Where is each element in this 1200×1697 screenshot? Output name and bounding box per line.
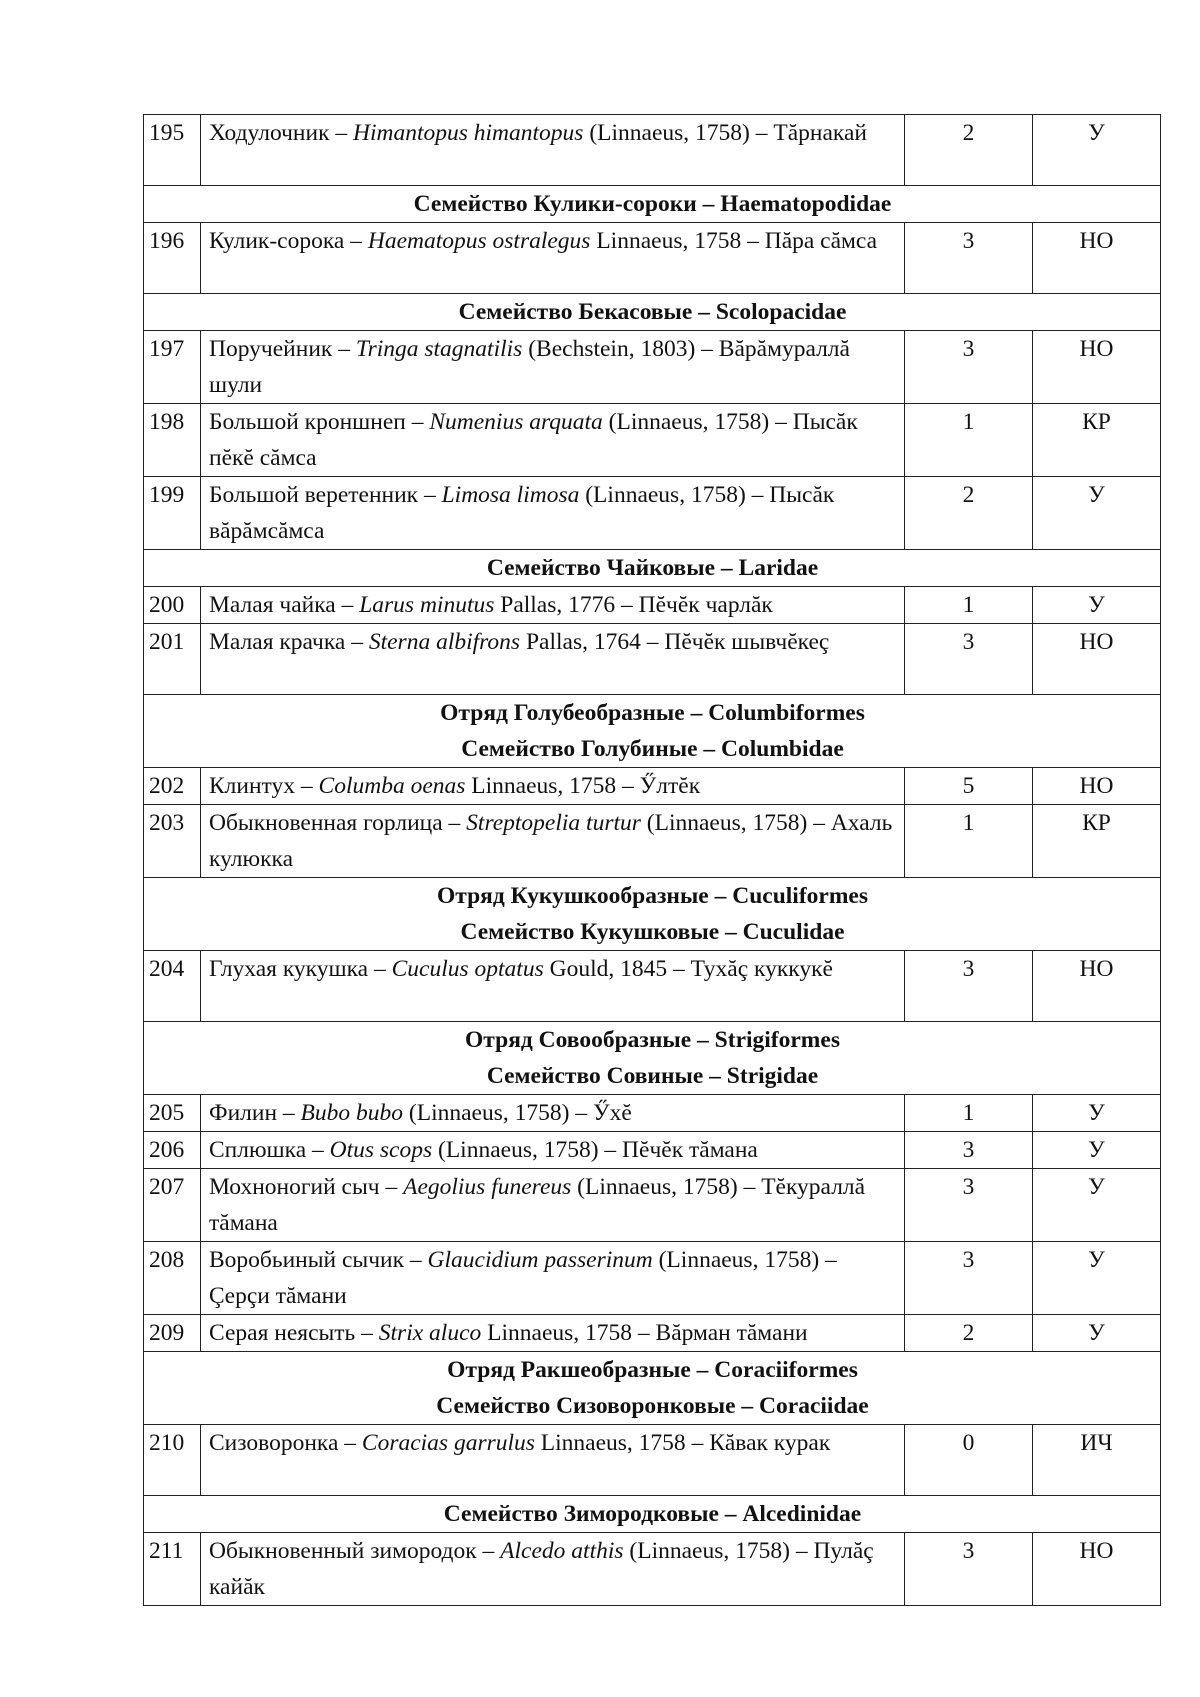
rarity-category: 2 (905, 477, 1033, 550)
species-name-cell: Серая неясыть – Strix aluco Linnaeus, 1758 – Вăрман тăмани (201, 1315, 905, 1352)
author-year: Pallas, 1776 (500, 592, 616, 618)
rarity-category: 3 (905, 223, 1033, 294)
species-row (144, 951, 1161, 1022)
author-year: (Linnaeus, 1758) (629, 1538, 790, 1564)
species-number: 199 (144, 477, 201, 550)
taxon-header-line: Семейство Голубиные – Columbidae (461, 736, 844, 762)
taxon-header-row (144, 878, 1161, 951)
chuvash-name: Пысăк пĕкĕ сăмса (209, 409, 858, 471)
author-year: (Linnaeus, 1758) (658, 1247, 820, 1273)
species-row (144, 331, 1161, 404)
status-code: У (1033, 1315, 1161, 1352)
species-row (144, 624, 1161, 695)
species-name-cell: Большой кроншнеп – Numenius arquata (Linnaeus, 1758) – Пысăк пĕкĕ сăмса (201, 404, 905, 477)
species-name-cell: Обыкновенная горлица – Streptopelia turtur (Linnaeus, 1758) – Ахаль кулюкка (201, 805, 905, 878)
latin-name: Sterna albifrons (368, 629, 521, 655)
latin-name: Columba oenas (318, 773, 466, 799)
latin-name: Bubo bubo (300, 1100, 404, 1126)
status-code: У (1033, 1242, 1161, 1315)
chuvash-name: Ӳлтĕк (639, 773, 701, 799)
russian-name: Малая чайка (209, 592, 336, 618)
chuvash-name: Вăрман тăмани (655, 1320, 808, 1346)
author-year: (Linnaeus, 1758) (438, 1137, 599, 1163)
species-name-cell: Малая чайка – Larus minutus Pallas, 1776 – Пĕчĕк чарлăк (201, 587, 905, 624)
taxon-header-line: Семейство Кулики-сороки – Haematopodidae (413, 191, 892, 217)
author-year: Linnaeus, 1758 (596, 228, 742, 254)
latin-name: Numenius arquata (429, 409, 603, 435)
status-code: КР (1033, 404, 1161, 477)
latin-name: Larus minutus (359, 592, 495, 618)
species-row (144, 1315, 1161, 1352)
species-row (144, 768, 1161, 805)
author-year: Pallas, 1764 (525, 629, 641, 655)
taxon-header-line: Отряд Кукушкообразные – Cuculiformes (437, 883, 868, 909)
chuvash-name: Пулăç кайăк (209, 1538, 874, 1600)
species-number: 200 (144, 587, 201, 624)
rarity-category: 3 (905, 1169, 1033, 1242)
species-row (144, 1095, 1161, 1132)
species-name-cell: Кулик-сорока – Haematopus ostralegus Linnaeus, 1758 – Пăра сăмса (201, 223, 905, 294)
latin-name: Strix aluco (378, 1320, 482, 1346)
rarity-category: 3 (905, 951, 1033, 1022)
latin-name: Cuculus optatus (391, 956, 544, 982)
taxon-header-row (144, 186, 1161, 223)
taxon-header-line: Семейство Совиные – Strigidae (486, 1063, 819, 1089)
author-year: (Bechstein, 1803) (528, 336, 696, 362)
taxon-header (144, 1496, 1161, 1533)
status-code: НО (1033, 951, 1161, 1022)
rarity-category: 1 (905, 404, 1033, 477)
taxon-header-line: Семейство Чайковые – Laridae (486, 555, 819, 581)
latin-name: Alcedo atthis (500, 1538, 624, 1564)
species-row (144, 1425, 1161, 1496)
species-number: 204 (144, 951, 201, 1022)
status-code: У (1033, 477, 1161, 550)
species-row (144, 1533, 1161, 1606)
species-number: 198 (144, 404, 201, 477)
taxon-header-line: Семейство Зимородковые – Alcedinidae (443, 1501, 862, 1527)
species-number: 206 (144, 1132, 201, 1169)
species-row (144, 115, 1161, 186)
latin-name: Otus scops (329, 1137, 433, 1163)
author-year: (Linnaeus, 1758) (408, 1100, 570, 1126)
chuvash-name: Тĕкураллă тăмана (209, 1174, 866, 1236)
species-row (144, 477, 1161, 550)
latin-name: Glaucidium passerinum (427, 1247, 653, 1273)
russian-name: Сизоворонка (209, 1430, 339, 1456)
chuvash-name: Кăвак курак (709, 1430, 831, 1456)
latin-name: Coracias garrulus (361, 1430, 535, 1456)
russian-name: Ходулочник (209, 120, 330, 146)
species-number: 195 (144, 115, 201, 186)
species-name-cell: Мохноногий сыч – Aegolius funereus (Linnaeus, 1758) – Тĕкураллă тăмана (201, 1169, 905, 1242)
taxon-header (144, 1022, 1161, 1095)
russian-name: Глухая кукушка (209, 956, 369, 982)
species-number: 197 (144, 331, 201, 404)
species-number: 208 (144, 1242, 201, 1315)
species-row (144, 1169, 1161, 1242)
species-number: 205 (144, 1095, 201, 1132)
status-code: У (1033, 587, 1161, 624)
species-row (144, 223, 1161, 294)
rarity-category: 1 (905, 587, 1033, 624)
document-page (143, 114, 1160, 1606)
chuvash-name: Ӳхĕ (592, 1100, 632, 1126)
latin-name: Aegolius funereus (403, 1174, 572, 1200)
russian-name: Серая неясыть (209, 1320, 356, 1346)
author-year: (Linnaeus, 1758) (577, 1174, 738, 1200)
rarity-category: 5 (905, 768, 1033, 805)
taxon-header-line: Отряд Совообразные – Strigiformes (465, 1027, 840, 1053)
taxon-header-line: Семейство Бекасовые – Scolopacidae (458, 299, 847, 325)
taxon-header-line: Семейство Кукушковые – Cuculidae (460, 919, 845, 945)
russian-name: Кулик-сорока (209, 228, 345, 254)
chuvash-name: Пĕчĕк шывчĕкеç (664, 629, 830, 655)
chuvash-name: Пăра сăмса (764, 228, 878, 254)
species-number: 196 (144, 223, 201, 294)
russian-name: Малая крачка (209, 629, 346, 655)
rarity-category: 2 (905, 115, 1033, 186)
author-year: (Linnaeus, 1758) (585, 482, 746, 508)
rarity-category: 1 (905, 1095, 1033, 1132)
status-code: НО (1033, 624, 1161, 695)
species-row (144, 404, 1161, 477)
species-name-cell: Филин – Bubo bubo (Linnaeus, 1758) – Ӳхĕ (201, 1095, 905, 1132)
taxon-header (144, 695, 1161, 768)
latin-name: Tringa stagnatilis (355, 336, 523, 362)
species-number: 201 (144, 624, 201, 695)
taxon-header-line: Отряд Ракшеобразные – Coraciiformes (447, 1357, 858, 1383)
species-row (144, 1242, 1161, 1315)
taxon-header (144, 1352, 1161, 1425)
species-number: 202 (144, 768, 201, 805)
taxon-header-row (144, 550, 1161, 587)
species-name-cell: Воробьиный сычик – Glaucidium passerinum (Linnaeus, 1758) – Çерçи тăмани (201, 1242, 905, 1315)
taxon-header-row (144, 1022, 1161, 1095)
taxon-header-line: Семейство Сизоворонковые – Coraciidae (436, 1393, 869, 1419)
species-number: 207 (144, 1169, 201, 1242)
status-code: У (1033, 1169, 1161, 1242)
status-code: НО (1033, 331, 1161, 404)
taxon-header-row (144, 1352, 1161, 1425)
status-code: НО (1033, 768, 1161, 805)
author-year: (Linnaeus, 1758) (608, 409, 770, 435)
russian-name: Большой веретенник (209, 482, 419, 508)
status-code: У (1033, 1132, 1161, 1169)
species-name-cell: Большой веретенник – Limosa limosa (Linnaeus, 1758) – Пысăк вăрăмсăмса (201, 477, 905, 550)
chuvash-name: Вăрăмураллă шули (209, 336, 850, 398)
status-code: НО (1033, 223, 1161, 294)
author-year: Gould, 1845 (549, 956, 668, 982)
species-name-cell: Сплюшка – Otus scops (Linnaeus, 1758) – Пĕчĕк тăмана (201, 1132, 905, 1169)
russian-name: Сплюшка (209, 1137, 307, 1163)
species-number: 211 (144, 1533, 201, 1606)
species-table (143, 114, 1161, 1606)
rarity-category: 3 (905, 1132, 1033, 1169)
russian-name: Обыкновенная горлица (209, 810, 443, 836)
species-name-cell: Поручейник – Tringa stagnatilis (Bechstein, 1803) – Вăрăмураллă шули (201, 331, 905, 404)
russian-name: Обыкновенный зимородок (209, 1538, 477, 1564)
author-year: (Linnaeus, 1758) (646, 810, 808, 836)
rarity-category: 3 (905, 1533, 1033, 1606)
species-number: 210 (144, 1425, 201, 1496)
taxon-header-row (144, 1496, 1161, 1533)
species-table-body (144, 115, 1161, 1606)
latin-name: Himantopus himantopus (353, 120, 584, 146)
author-year: Linnaeus, 1758 (540, 1430, 686, 1456)
taxon-header-row (144, 294, 1161, 331)
rarity-category: 3 (905, 624, 1033, 695)
species-row (144, 1132, 1161, 1169)
rarity-category: 2 (905, 1315, 1033, 1352)
status-code: КР (1033, 805, 1161, 878)
author-year: (Linnaeus, 1758) (589, 120, 750, 146)
russian-name: Воробьиный сычик (209, 1247, 405, 1273)
rarity-category: 0 (905, 1425, 1033, 1496)
species-name-cell: Малая крачка – Sterna albifrons Pallas, 1764 – Пĕчĕк шывчĕкеç (201, 624, 905, 695)
species-row (144, 805, 1161, 878)
taxon-header-line: Отряд Голубеобразные – Columbiformes (440, 700, 865, 726)
russian-name: Мохноногий сыч (209, 1174, 380, 1200)
species-name-cell: Сизоворонка – Coracias garrulus Linnaeus, 1758 – Кăвак курак (201, 1425, 905, 1496)
chuvash-name: Çерçи тăмани (209, 1283, 347, 1309)
species-number: 203 (144, 805, 201, 878)
status-code: ИЧ (1033, 1425, 1161, 1496)
species-name-cell: Глухая кукушка – Cuculus optatus Gould, 1845 – Тухăç куккукĕ (201, 951, 905, 1022)
latin-name: Haematopus ostralegus (367, 228, 591, 254)
latin-name: Streptopelia turtur (466, 810, 641, 836)
chuvash-name: Пысăк вăрăмсăмса (209, 482, 835, 544)
taxon-header-row (144, 695, 1161, 768)
chuvash-name: Пĕчĕк тăмана (622, 1137, 758, 1163)
chuvash-name: Ахаль кулюкка (209, 810, 893, 872)
chuvash-name: Тухăç куккукĕ (690, 956, 833, 982)
status-code: У (1033, 1095, 1161, 1132)
latin-name: Limosa limosa (441, 482, 580, 508)
author-year: Linnaeus, 1758 (487, 1320, 633, 1346)
species-name-cell: Клинтух – Columba oenas Linnaeus, 1758 – Ӳлтĕк (201, 768, 905, 805)
status-code: НО (1033, 1533, 1161, 1606)
chuvash-name: Тăрнакай (773, 120, 867, 146)
author-year: Linnaeus, 1758 (471, 773, 617, 799)
rarity-category: 1 (905, 805, 1033, 878)
rarity-category: 3 (905, 331, 1033, 404)
taxon-header (144, 186, 1161, 223)
rarity-category: 3 (905, 1242, 1033, 1315)
taxon-header (144, 878, 1161, 951)
species-row (144, 587, 1161, 624)
russian-name: Поручейник (209, 336, 333, 362)
species-name-cell: Ходулочник – Himantopus himantopus (Linnaeus, 1758) – Тăрнакай (201, 115, 905, 186)
chuvash-name: Пĕчĕк чарлăк (638, 592, 773, 618)
species-name-cell: Обыкновенный зимородок – Alcedo atthis (Linnaeus, 1758) – Пулăç кайăк (201, 1533, 905, 1606)
species-number: 209 (144, 1315, 201, 1352)
russian-name: Клинтух (209, 773, 296, 799)
russian-name: Большой кроншнеп (209, 409, 406, 435)
russian-name: Филин (209, 1100, 278, 1126)
status-code: У (1033, 115, 1161, 186)
taxon-header (144, 294, 1161, 331)
taxon-header (144, 550, 1161, 587)
